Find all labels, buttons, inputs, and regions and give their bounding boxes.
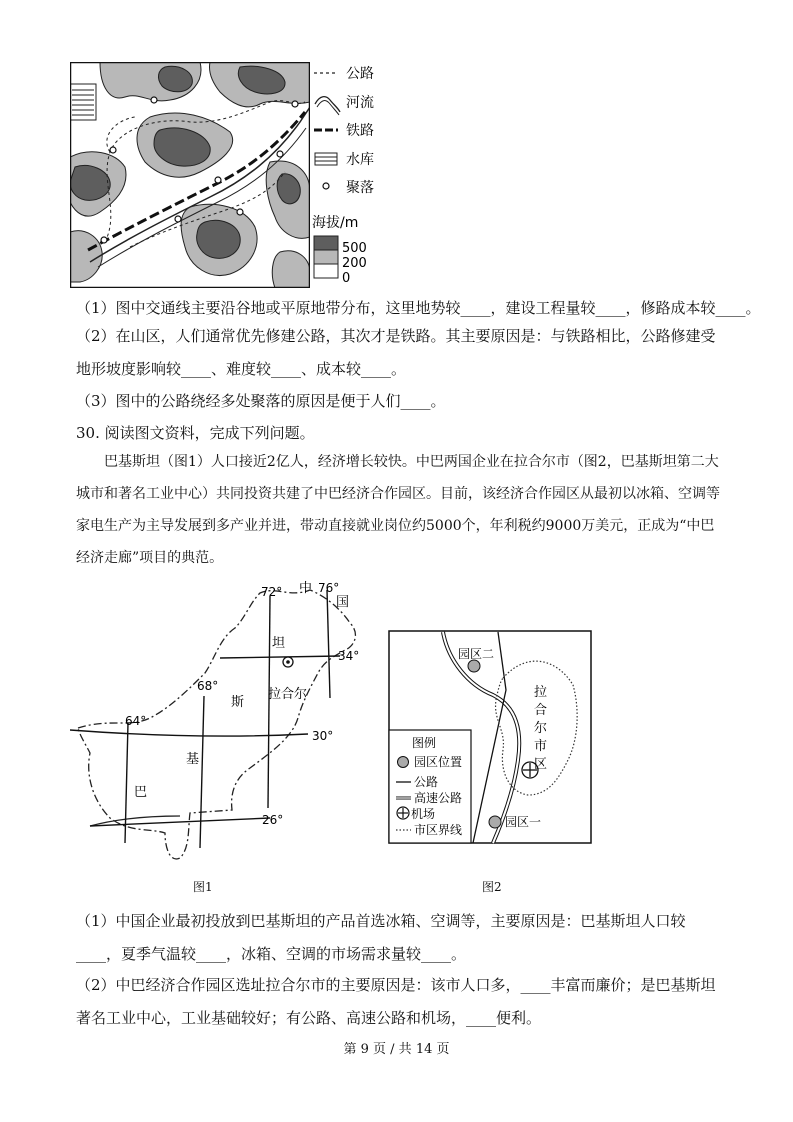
- lat-34: 34°: [338, 649, 360, 663]
- pak-si: 斯: [231, 695, 245, 710]
- legend-boundary-label: 市区界线: [414, 823, 463, 837]
- topographic-map: [70, 62, 310, 288]
- legend-road-label-2: 公路: [414, 775, 439, 789]
- q30-heading: 30. 阅读图文资料，完成下列问题。: [76, 424, 315, 442]
- lat-26: 26°: [262, 813, 284, 827]
- q29-sub1: （1）图中交通线主要沿谷地或平原地带分布，这里地势较____，建设工程量较____，修路成本较____。: [76, 299, 761, 317]
- lon-68: 68°: [197, 679, 219, 693]
- lon-76: 76°: [318, 581, 340, 595]
- lat-30: 30°: [312, 729, 334, 743]
- lon-64: 64°: [125, 714, 147, 728]
- lahore-label: 拉合尔: [268, 687, 308, 702]
- q30-sub2: （2）中巴经济合作园区选址拉合尔市的主要原因是：该市人口多，____丰富而廉价；是巴基斯坦著名工业中心，工业基础较好；有公路、高速公路和机场，____便利。: [76, 976, 716, 1027]
- fig2-legend-title: 图例: [412, 736, 437, 750]
- city-char-1: 拉: [534, 685, 548, 700]
- pak-ba: 巴: [134, 785, 148, 800]
- city-char-2: 合: [534, 703, 548, 718]
- pakistan-map: [70, 578, 370, 868]
- reservoir-symbol: [70, 84, 96, 120]
- park2-label: 园区二: [458, 647, 495, 661]
- legend-reservoir-label: 水库: [346, 152, 374, 168]
- legend-settlement-label: 聚落: [346, 180, 374, 196]
- page-number: 第 9 页 / 共 14 页: [343, 1042, 450, 1057]
- park1-label: 园区一: [505, 815, 542, 829]
- fig1-caption: 图1: [193, 880, 213, 894]
- china-zhong: 中: [299, 581, 313, 596]
- map-legend: [312, 62, 402, 292]
- china-guo: 国: [336, 595, 350, 610]
- legend-airport-label: 机场: [411, 807, 436, 821]
- lon-72: 72°: [261, 585, 283, 599]
- pak-tan: 坦: [272, 636, 286, 651]
- legend-park-label: 园区位置: [414, 755, 463, 769]
- city-char-4: 市: [534, 739, 548, 754]
- elevation-title: 海拔/m: [312, 215, 359, 231]
- elev-0: 0: [342, 271, 351, 286]
- q30-sub1: （1）中国企业最初投放到巴基斯坦的产品首选冰箱、空调等，主要原因是：巴基斯坦人口较____，夏季气温较____，冰箱、空调的市场需求量较____。: [76, 912, 686, 963]
- elev-200: 200: [342, 256, 367, 271]
- legend-road-label: 公路: [346, 66, 374, 82]
- q30-passage: 巴基斯坦（图1）人口接近2亿人，经济增长较快。中巴两国企业在拉合尔市（图2，巴基斯坦第二大城市和著名工业中心）共同投资共建了中巴经济合作园区。目前，该经济合作园区从最初以冰箱、空调等家电生产为主导发展到多产业并进，带动直接就业岗位约5000个，年利税约9000万美元，正成为“中巴经济走廊”项目的典范。: [76, 454, 720, 566]
- legend-railway-label: 铁路: [346, 123, 374, 139]
- pak-ji: 基: [186, 752, 200, 767]
- lahore-city-map: [388, 630, 592, 844]
- city-char-3: 尔: [534, 721, 548, 736]
- fig2-caption: 图2: [482, 880, 502, 894]
- city-char-5: 区: [534, 757, 548, 772]
- legend-river-label: 河流: [346, 95, 374, 111]
- legend-highway-label: 高速公路: [414, 791, 463, 805]
- q29-sub2: （2）在山区，人们通常优先修建公路，其次才是铁路。其主要原因是：与铁路相比，公路修建受地形坡度影响较____、难度较____、成本较____。: [76, 327, 716, 378]
- elev-500: 500: [342, 241, 367, 256]
- q29-sub3: （3）图中的公路绕经多处聚落的原因是便于人们____。: [76, 392, 446, 410]
